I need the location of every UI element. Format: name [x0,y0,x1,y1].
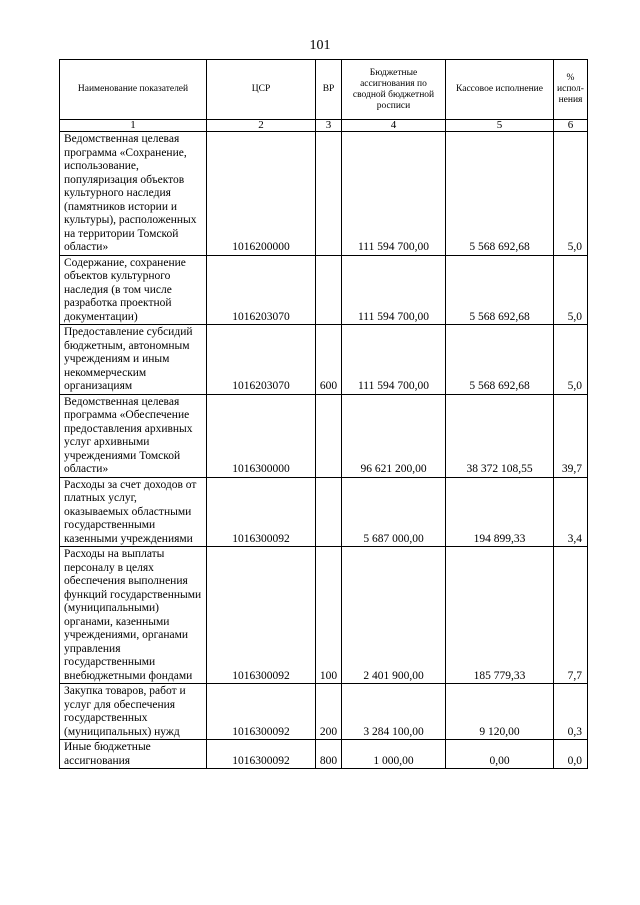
table-row [60,740,588,769]
header-name: Наименование показателей [60,60,207,120]
header-percent: % испол-нения [554,60,588,120]
header-execution: Кассовое исполнение [446,60,554,120]
row-execution: 0,00 [446,740,554,769]
row-execution: 5 568 692,68 [446,255,554,325]
row-percent: 7,7 [554,547,588,684]
row-name: Расходы за счет доходов от платных услуг, оказываемых областными государственными казенными учреждениями [60,477,207,547]
column-number: 3 [316,120,342,132]
row-execution: 194 899,33 [446,477,554,547]
row-allocations: 111 594 700,00 [342,132,446,256]
row-vr [316,394,342,477]
row-percent: 39,7 [554,394,588,477]
row-allocations: 3 284 100,00 [342,684,446,740]
row-percent: 5,0 [554,255,588,325]
row-name: Ведомственная целевая программа «Сохранение, использование, популяризация объектов культурного наследия (памятников истории и культуры), расположенных на территории Томской области» [60,132,207,256]
table-row [60,255,588,325]
header-allocations: Бюджетные ассигнования по сводной бюджетной росписи [342,60,446,120]
row-allocations: 111 594 700,00 [342,255,446,325]
column-number: 2 [207,120,316,132]
row-vr: 100 [316,547,342,684]
row-vr [316,255,342,325]
row-execution: 38 372 108,55 [446,394,554,477]
row-vr: 600 [316,325,342,395]
row-csr: 1016203070 [207,325,316,395]
column-number: 4 [342,120,446,132]
row-percent: 5,0 [554,132,588,256]
row-name: Содержание, сохранение объектов культурного наследия (в том числе разработка проектной документации) [60,255,207,325]
header-vr: ВР [316,60,342,120]
table-row [60,547,588,684]
row-percent: 3,4 [554,477,588,547]
row-name: Закупка товаров, работ и услуг для обеспечения государственных (муниципальных) нужд [60,684,207,740]
row-percent: 0,0 [554,740,588,769]
row-allocations: 5 687 000,00 [342,477,446,547]
table-row [60,325,588,395]
table-row [60,394,588,477]
row-vr [316,477,342,547]
row-allocations: 96 621 200,00 [342,394,446,477]
row-name: Ведомственная целевая программа «Обеспечение предоставления архивных услуг архивными учреждениями Томской области» [60,394,207,477]
row-percent: 5,0 [554,325,588,395]
row-execution: 185 779,33 [446,547,554,684]
row-name: Предоставление субсидий бюджетным, автономным учреждениям и иным некоммерческим организациям [60,325,207,395]
row-csr: 1016300092 [207,477,316,547]
column-number: 1 [60,120,207,132]
row-csr: 1016203070 [207,255,316,325]
row-csr: 1016200000 [207,132,316,256]
row-csr: 1016300092 [207,684,316,740]
table-row [60,684,588,740]
row-vr: 200 [316,684,342,740]
budget-table [59,59,588,769]
table-row [60,132,588,256]
row-name: Расходы на выплаты персоналу в целях обеспечения выполнения функций государственными (муниципальными) органами, казенными учреждениями, органами управления государственными внебюджетными фондами [60,547,207,684]
row-percent: 0,3 [554,684,588,740]
row-csr: 1016300092 [207,547,316,684]
table-header [60,60,588,132]
row-csr: 1016300000 [207,394,316,477]
column-number: 6 [554,120,588,132]
row-execution: 5 568 692,68 [446,132,554,256]
row-vr [316,132,342,256]
row-allocations: 111 594 700,00 [342,325,446,395]
row-execution: 5 568 692,68 [446,325,554,395]
table-row [60,477,588,547]
header-row [60,60,588,120]
header-csr: ЦСР [207,60,316,120]
column-number: 5 [446,120,554,132]
row-csr: 1016300092 [207,740,316,769]
row-execution: 9 120,00 [446,684,554,740]
column-number-row [60,120,588,132]
row-allocations: 2 401 900,00 [342,547,446,684]
row-vr: 800 [316,740,342,769]
row-name: Иные бюджетные ассигнования [60,740,207,769]
row-allocations: 1 000,00 [342,740,446,769]
page-number: 101 [309,38,331,53]
table-body [60,132,588,769]
